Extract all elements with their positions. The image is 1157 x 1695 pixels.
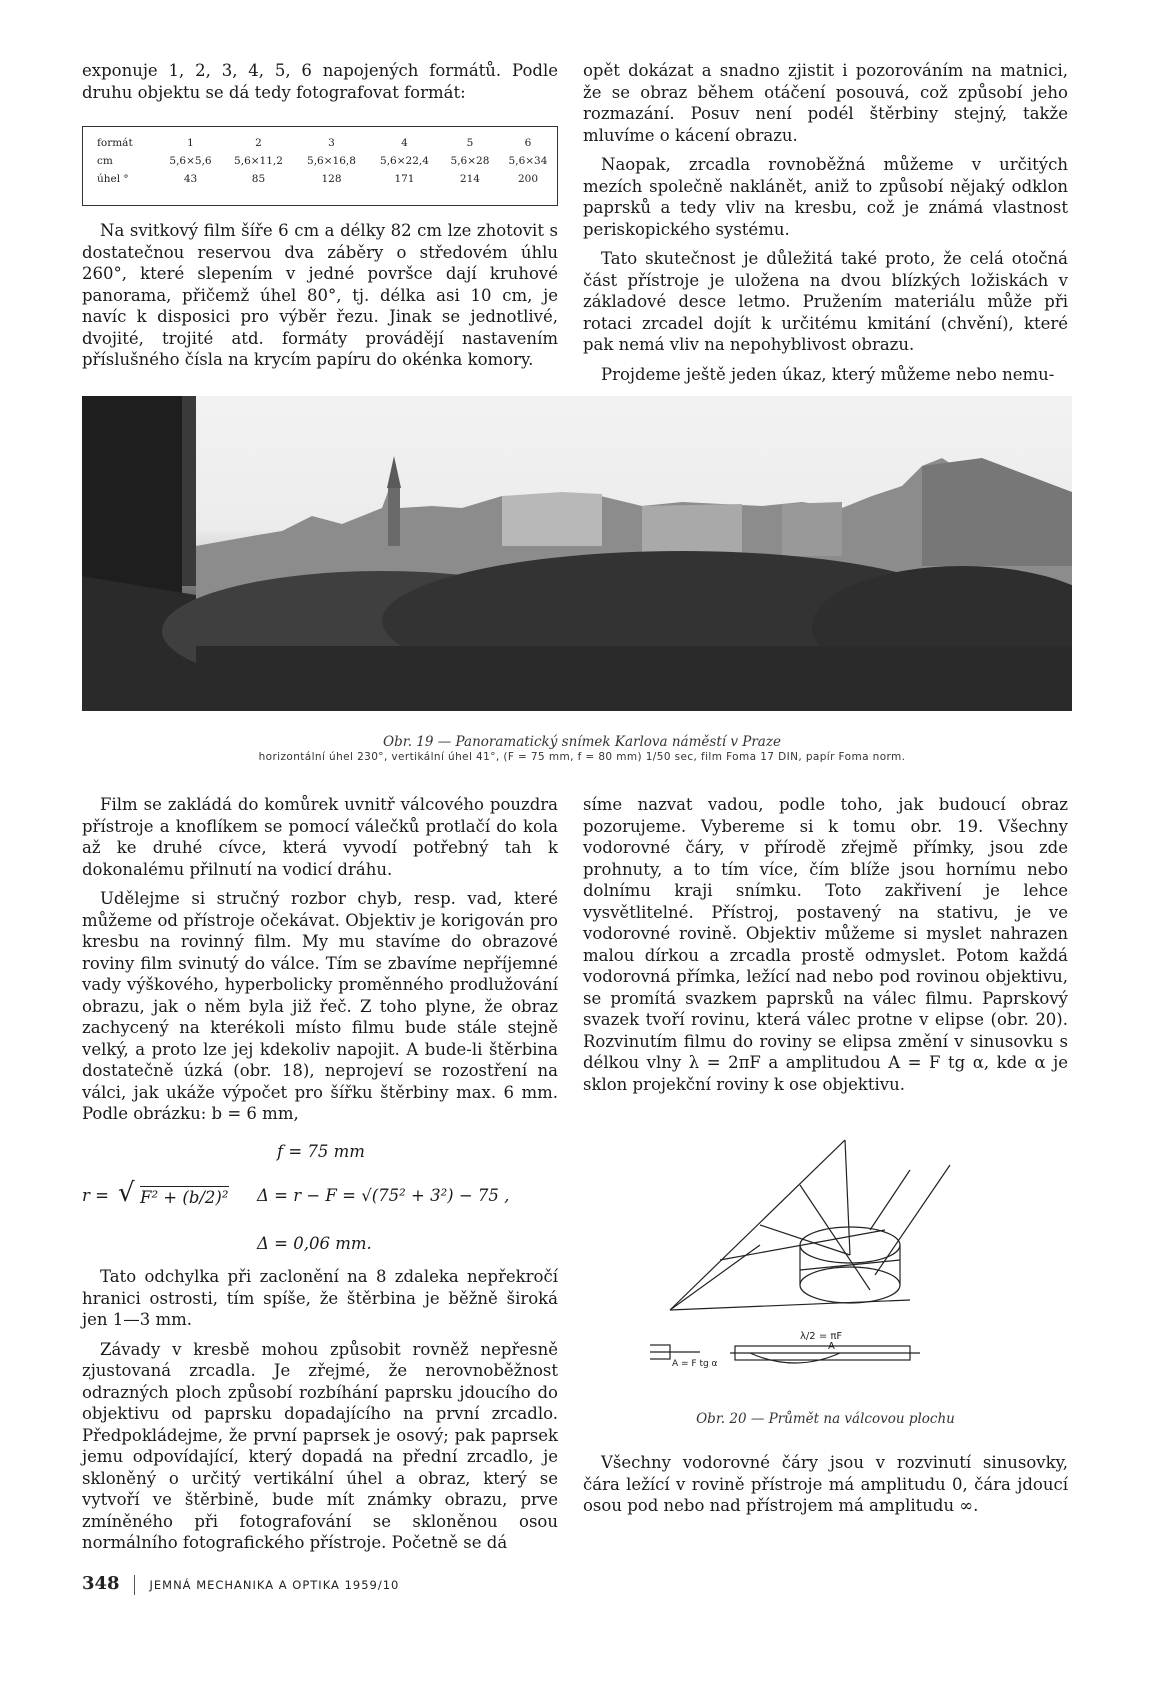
figure-20-diagram — [650, 1135, 990, 1395]
figure-19-caption: Obr. 19 — Panoramatický snímek Karlova náměstí v Praze — [383, 734, 781, 750]
table-cell: 6 — [524, 137, 532, 149]
sqrt-icon: √ — [118, 1178, 135, 1208]
paragraph: Udělejme si stručný rozbor chyb, resp. vad, které můžeme od přístroje očekávat. Objektiv je korigován pro kresbu na rovinný film. My mu stavíme do obrazové roviny film svinutý do válce. Tím se zbavíme nepříjemné vady výškového, hyperbolicky proměnného prodlužování obrazu, jak o něm byla již řeč. Z toho plyne, že obraz zachycený na kterékoli místo filmu bude stále stejně velký, a proto lze jej kdekoliv napojit. A bude-li štěrbina dostatečně úzká (obr. 18), neprojeví se rozostření na válci, jak ukáže výpočet pro šířku štěrbiny max. 6 mm. Podle obrázku: b = 6 mm, — [82, 889, 558, 1123]
table-cell: 5,6×11,2 — [234, 155, 283, 167]
table-cell: 1 — [187, 137, 194, 149]
table-cell: 43 — [183, 173, 198, 185]
intro-paragraph: exponuje 1, 2, 3, 4, 5, 6 napojených formátů. Podle druhu objektu se dá tedy fotografovat formát: — [82, 61, 558, 102]
figure-19-details: horizontální úhel 230°, vertikální úhel 41°, (F = 75 mm, f = 80 mm) 1/50 sec, film Foma 17 DIN, papír Foma norm. — [258, 751, 906, 763]
table-cell: úhel ° — [97, 173, 129, 185]
column-top-left-body — [82, 220, 558, 379]
paragraph: Tato skutečnost je důležitá také proto, že celá otočná část přístroje je uložena na dvou blízkých ložiskách v základové desce letmo. Pružením materiálu může při rotaci zrcadel dojít k určitému kmitání (chvění), které pak nemá vliv na nepohyblivost obrazu. — [583, 249, 1068, 354]
table-row — [83, 154, 557, 172]
column-top-right — [583, 60, 1068, 393]
table-cell: 5,6×28 — [450, 155, 490, 167]
footer-divider — [134, 1575, 135, 1595]
paragraph: Tato odchylka při zaclonění na 8 zdaleka nepřekročí hranici ostrosti, tím spíše, že štěrbina je běžně široká jen 1—3 mm. — [82, 1267, 558, 1329]
panorama-image — [82, 396, 1072, 711]
table-cell: cm — [97, 155, 113, 167]
table-cell: 5,6×16,8 — [307, 155, 356, 167]
formula-block — [82, 1142, 558, 1264]
table-cell: 5,6×34 — [508, 155, 548, 167]
formula-delta: Δ = r − F = √(75² + 3²) − 75 , — [257, 1186, 510, 1205]
table-cell: 2 — [255, 137, 262, 149]
table-cell: 128 — [321, 173, 342, 185]
column-bottom-right-tail — [583, 1452, 1068, 1525]
paragraph: opět dokázat a snadno zjistit i pozorováním na matnici, že se obraz během otáčení posouvá, což způsobí jeho rozmazání. Posuv není podél štěrbiny stejný, takže mluvíme o kácení obrazu. — [583, 61, 1068, 145]
formula-r-root: F² + (b/2)² — [140, 1188, 229, 1207]
table-cell: 5,6×22,4 — [380, 155, 429, 167]
paragraph: Film se zakládá do komůrek uvnitř válcového pouzdra přístroje a knoflíkem se pomocí válečků protlačí do kola až ke druhé cívce, která vyvodí potřebný tah k dokonalému přilnutí na vodicí dráhu. — [82, 795, 558, 879]
table-cell: 4 — [401, 137, 408, 149]
formula-focal: f = 75 mm — [277, 1142, 365, 1161]
table-cell: 85 — [251, 173, 266, 185]
label-amplitude: A = F tg α — [672, 1359, 718, 1369]
journal-title: JEMNÁ MECHANIKA A OPTIKA 1959/10 — [149, 1578, 400, 1592]
label-half-lambda: λ/2 = πF — [800, 1331, 843, 1342]
formula-result: Δ = 0,06 mm. — [257, 1234, 372, 1253]
page-number: 348 — [82, 1573, 120, 1594]
label-a: A — [828, 1341, 835, 1352]
table-row — [83, 136, 557, 154]
paragraph: síme nazvat vadou, podle toho, jak budoucí obraz pozorujeme. Vybereme si k tomu obr. 19. Všechny vodorovné čáry, v přírodě zřejmě přímky, jsou zde prohnuty, a to tím více, čím blíže jsou hornímu nebo dolnímu kraji snímku. Toto zakřivení je lehce vysvětlitelné. Přístroj, postavený na stativu, je ve vodorovné rovině. Objektiv můžeme si myslet nahrazen malou dírkou a zrcadla prostě odmyslet. Potom každá vodorovná přímka, ležící nad nebo pod rovinou objektivu, se promítá svazkem paprsků na válec filmu. Paprskový svazek tvoří rovinu, která válec protne v elipse (obr. 20). Rozvinutím filmu do roviny se elipsa změní v sinusovku s délkou vlny λ = 2πF a amplitudou A = F tg α, kde α je sklon projekční roviny k ose objektivu. — [583, 795, 1068, 1094]
column-bottom-right — [583, 794, 1068, 1103]
table-cell: 171 — [394, 173, 415, 185]
paragraph: Projdeme ještě jeden úkaz, který můžeme nebo nemu- — [601, 364, 1055, 384]
column-top-left — [82, 60, 558, 111]
paragraph: Závady v kresbě mohou způsobit rovněž nepřesně zjustovaná zrcadla. Je zřejmé, že nerovnoběžnost odrazných ploch způsobí rozbíhání paprsku jdoucího do objektivu od paprsku dopadajícího na první zrcadlo. Předpokládejme, že první paprsek je osový; pak paprsek jemu odpovídající, který dopadá na přední zrcadlo, je skloněný o určitý vertikální úhel a obraz, který se vytvoří ve štěrbině, bude mít známky obrazu, prve zmíněného při fotografování se skloněnou osou normálního fotografického přístroje. Početně se dá — [82, 1339, 558, 1552]
figure-20-caption: Obr. 20 — Průmět na válcovou plochu — [696, 1411, 955, 1427]
column-bottom-left — [82, 794, 558, 1133]
projection-diagram — [650, 1135, 990, 1395]
paragraph: Naopak, zrcadla rovnoběžná můžeme v určitých mezích společně naklánět, aniž to způsobí nějaký odklon paprsků a tedy vliv na kresbu, což je známá vlastnost periskopického systému. — [583, 155, 1068, 239]
table-cell: 5,6×5,6 — [169, 155, 212, 167]
page-footer — [82, 1573, 399, 1595]
table-cell: 5 — [466, 137, 474, 149]
table-cell: 214 — [459, 173, 480, 185]
table-cell: formát — [97, 137, 133, 149]
format-table — [82, 126, 558, 206]
formula-r-lhs: r = — [82, 1186, 109, 1205]
table-cell: 200 — [517, 173, 538, 185]
panorama-photograph — [82, 396, 1072, 711]
table-row — [83, 172, 557, 190]
paragraph: Všechny vodorovné čáry jsou v rozvinutí sinusovky, čára ležící v rovině přístroje má amplitudu 0, čára jdoucí osou pod nebo nad přístrojem má amplitudu ∞. — [583, 1453, 1068, 1515]
column-bottom-left-tail — [82, 1266, 558, 1562]
table-cell: 3 — [328, 137, 335, 149]
panorama-film-paragraph: Na svitkový film šíře 6 cm a délky 82 cm lze zhotovit s dostatečnou reservou dva záběry o středovém úhlu 260°, které slepením v jedné površce dají kruhové panorama, přičemž úhel 80°, tj. délka asi 10 cm, je navíc k disposici pro výběr řezu. Jinak se jednotlivé, dvojité, trojité atd. formáty provádějí nastavením příslušného čísla na krycím papíru do okénka komory. — [82, 221, 558, 369]
